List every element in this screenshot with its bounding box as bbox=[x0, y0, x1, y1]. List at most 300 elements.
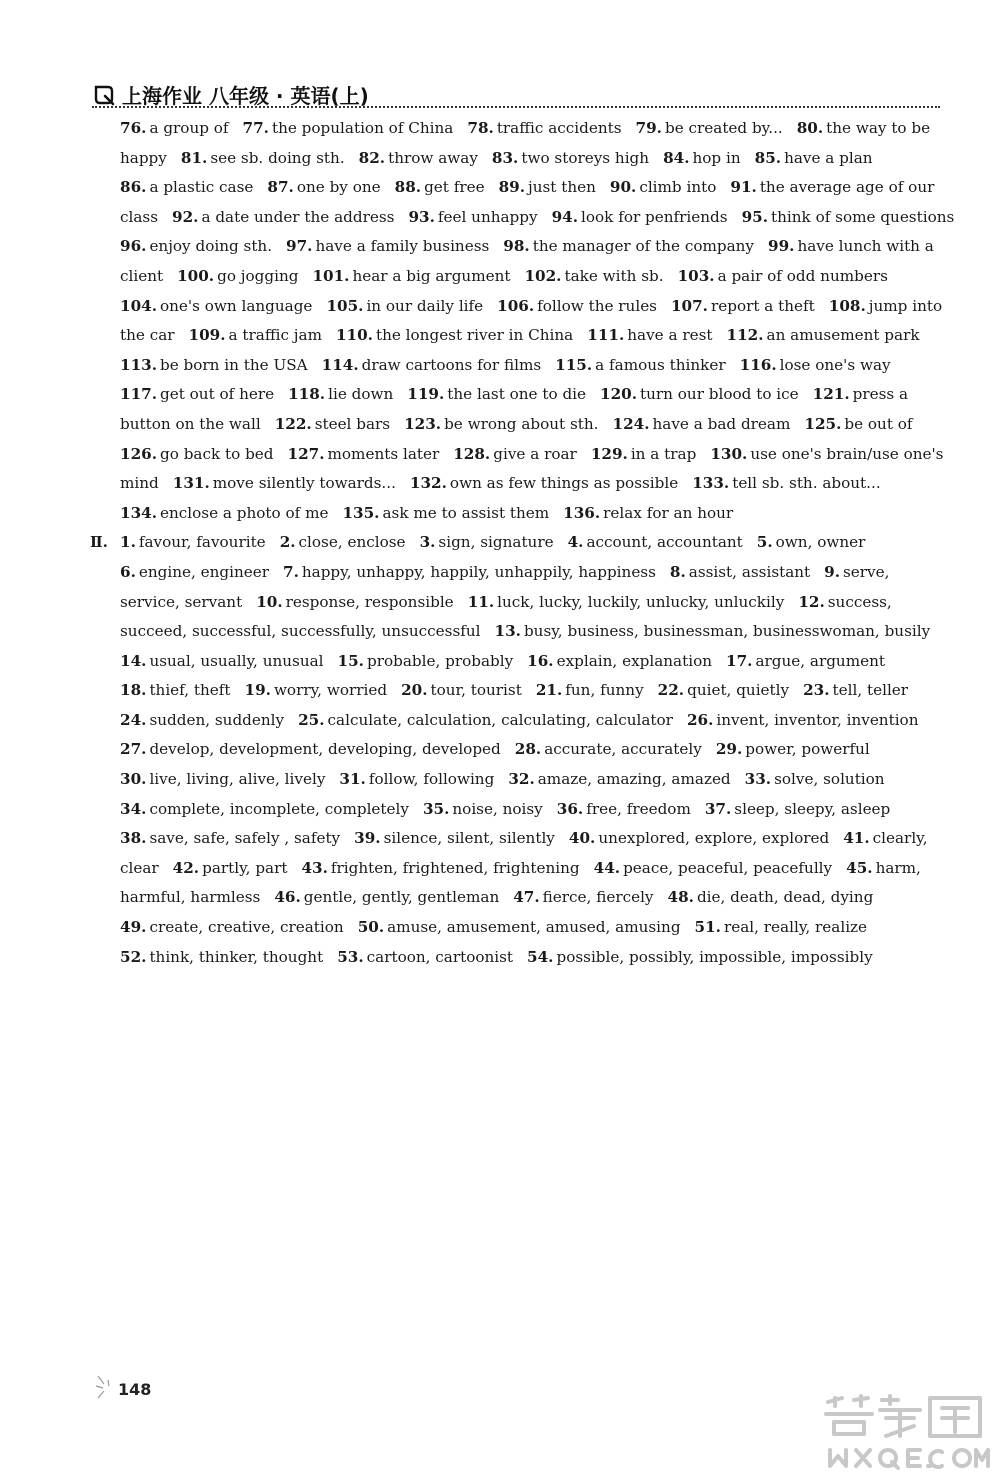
answer-line bbox=[120, 380, 938, 410]
answer-item bbox=[120, 445, 274, 463]
answer-number: 101. bbox=[312, 266, 350, 285]
answer-item bbox=[613, 415, 791, 433]
answer-number: 109. bbox=[188, 326, 226, 345]
answer-item bbox=[298, 711, 673, 729]
answer-item bbox=[636, 119, 783, 137]
answer-item bbox=[569, 829, 829, 847]
answer-text: harm, bbox=[875, 858, 921, 877]
answer-number: 24. bbox=[120, 710, 147, 729]
answer-item bbox=[286, 237, 489, 255]
answer-text: harmful, harmless bbox=[120, 888, 261, 907]
answer-line bbox=[120, 824, 938, 854]
answer-number: 112. bbox=[726, 326, 764, 345]
answer-item bbox=[716, 740, 870, 758]
answer-number: 87. bbox=[267, 178, 294, 197]
answer-item bbox=[492, 149, 649, 167]
answer-number: 84. bbox=[663, 148, 690, 167]
answer-number: 32. bbox=[508, 770, 535, 789]
answer-item bbox=[336, 326, 573, 344]
answer-number: 5. bbox=[756, 533, 773, 552]
answer-text: usual, usually, unusual bbox=[149, 651, 324, 670]
answer-number: 96. bbox=[120, 237, 147, 256]
answer-item bbox=[843, 829, 927, 847]
section-2-label: Ⅱ. bbox=[90, 533, 108, 552]
answer-text: succeed, successful, successfully, unsuccessful bbox=[120, 622, 481, 641]
answer-text: be wrong about sth. bbox=[444, 414, 599, 433]
answer-number: 54. bbox=[527, 947, 554, 966]
answer-text: a plastic case bbox=[149, 178, 254, 197]
answer-number: 83. bbox=[491, 148, 519, 167]
answer-number: 85. bbox=[754, 148, 782, 167]
answer-item bbox=[527, 652, 712, 670]
answer-text: partly, part bbox=[202, 858, 288, 877]
answer-text: assist, assistant bbox=[688, 562, 811, 581]
answer-text: engine, engineer bbox=[138, 562, 269, 581]
answer-number: 99. bbox=[768, 237, 795, 256]
answer-text: silence, silent, silently bbox=[383, 829, 555, 848]
answer-item bbox=[120, 208, 158, 226]
answer-item bbox=[745, 770, 885, 788]
answer-number: 92. bbox=[172, 207, 199, 226]
answer-text: own as few things as possible bbox=[449, 474, 679, 493]
answer-line bbox=[120, 292, 943, 322]
answer-item bbox=[354, 829, 555, 847]
answer-item bbox=[274, 888, 499, 906]
answer-text: clear bbox=[120, 858, 159, 877]
answer-number: 116. bbox=[739, 355, 777, 374]
answer-item bbox=[120, 415, 261, 433]
answer-number: 115. bbox=[555, 355, 593, 374]
answer-number: 132. bbox=[409, 474, 447, 493]
answer-number: 91. bbox=[730, 178, 757, 197]
answer-line bbox=[120, 321, 938, 351]
answer-number: 2. bbox=[279, 533, 296, 552]
answer-text: have lunch with a bbox=[797, 237, 934, 256]
answer-item bbox=[359, 149, 478, 167]
answer-text: sign, signature bbox=[438, 533, 554, 552]
answer-item bbox=[515, 740, 702, 758]
answer-line bbox=[120, 676, 938, 706]
answer-number: 118. bbox=[288, 385, 326, 404]
answer-text: two storeys high bbox=[521, 148, 650, 167]
answer-text: create, creative, creation bbox=[149, 918, 344, 937]
answer-line bbox=[120, 173, 938, 203]
answer-item bbox=[563, 504, 733, 522]
answer-number: 78. bbox=[467, 119, 494, 137]
answer-item bbox=[181, 149, 345, 167]
answer-text: hear a big argument bbox=[352, 266, 511, 285]
answer-number: 37. bbox=[704, 799, 732, 818]
answer-text: traffic accidents bbox=[496, 119, 622, 137]
answer-text: relax for an hour bbox=[603, 503, 734, 522]
answer-text: service, servant bbox=[120, 592, 243, 611]
answer-number: 97. bbox=[286, 237, 313, 256]
answer-text: the population of China bbox=[271, 119, 454, 137]
answer-text: clearly, bbox=[872, 829, 928, 848]
answer-text: go jogging bbox=[217, 266, 299, 285]
answer-number: 20. bbox=[401, 681, 428, 700]
answer-item bbox=[846, 859, 921, 877]
answer-number: 133. bbox=[692, 474, 730, 493]
answer-number: 15. bbox=[337, 651, 364, 670]
answer-text: button on the wall bbox=[120, 414, 261, 433]
answer-text: favour, favourite bbox=[138, 533, 266, 552]
answer-number: 130. bbox=[710, 444, 748, 463]
answer-number: 27. bbox=[120, 740, 147, 759]
answer-number: 81. bbox=[180, 148, 208, 167]
answer-item bbox=[120, 149, 167, 167]
answer-number: 131. bbox=[172, 474, 210, 493]
answer-text: go back to bed bbox=[160, 444, 274, 463]
answer-number: 51. bbox=[694, 918, 721, 937]
answer-number: 47. bbox=[513, 888, 540, 907]
watermark-logo bbox=[820, 1392, 990, 1472]
answer-text: happy bbox=[120, 148, 167, 167]
answer-item bbox=[727, 326, 920, 344]
answer-item bbox=[283, 563, 656, 581]
answer-line bbox=[120, 232, 938, 262]
answer-item bbox=[120, 297, 312, 315]
answer-item bbox=[120, 178, 253, 196]
answer-item bbox=[120, 267, 163, 285]
answer-number: 113. bbox=[120, 355, 157, 374]
answer-text: amaze, amazing, amazed bbox=[537, 770, 731, 789]
answer-number: 50. bbox=[357, 918, 385, 937]
answer-text: in a trap bbox=[630, 444, 697, 463]
answer-item bbox=[804, 415, 912, 433]
answer-text: follow, following bbox=[368, 770, 495, 789]
answer-item bbox=[120, 859, 159, 877]
answer-line bbox=[120, 706, 938, 736]
answer-number: 111. bbox=[587, 326, 625, 345]
answer-item bbox=[404, 415, 598, 433]
answer-line bbox=[120, 883, 938, 913]
answer-item bbox=[267, 178, 380, 196]
answer-number: 117. bbox=[120, 385, 157, 404]
answer-item bbox=[803, 681, 908, 699]
answer-item bbox=[813, 385, 908, 403]
answer-item bbox=[730, 178, 934, 196]
answer-item bbox=[524, 267, 663, 285]
answer-text: the average age of our bbox=[759, 178, 935, 197]
answer-text: get out of here bbox=[160, 385, 275, 404]
answer-item bbox=[120, 770, 325, 788]
answer-item bbox=[410, 474, 678, 492]
answer-number: 114. bbox=[321, 355, 359, 374]
answer-number: 89. bbox=[498, 178, 525, 197]
answer-number: 9. bbox=[824, 562, 841, 581]
answer-item bbox=[338, 652, 514, 670]
answer-number: 88. bbox=[394, 178, 422, 197]
answer-number: 102. bbox=[524, 266, 562, 285]
answer-item bbox=[312, 267, 510, 285]
page-corner-decoration-icon bbox=[94, 1372, 118, 1402]
answer-number: 40. bbox=[568, 829, 596, 848]
answer-text: possible, possibly, impossible, impossibly bbox=[556, 947, 873, 966]
answer-item bbox=[710, 445, 943, 463]
answer-text: the way to be bbox=[826, 119, 931, 137]
answer-number: 23. bbox=[803, 681, 830, 700]
answer-text: climb into bbox=[639, 178, 717, 197]
answer-item bbox=[740, 356, 891, 374]
answer-text: enclose a photo of me bbox=[160, 503, 329, 522]
answer-number: 22. bbox=[657, 681, 685, 700]
answer-item bbox=[120, 622, 481, 640]
answer-text: use one's brain/use one's bbox=[750, 444, 944, 463]
answer-number: 135. bbox=[342, 503, 380, 522]
answer-item bbox=[395, 178, 485, 196]
answer-item bbox=[687, 711, 919, 729]
answer-item bbox=[189, 326, 322, 344]
answer-item bbox=[755, 149, 873, 167]
answer-text: live, living, alive, lively bbox=[149, 770, 326, 789]
answer-item bbox=[120, 948, 323, 966]
answer-text: a famous thinker bbox=[595, 355, 726, 374]
answer-text: close, enclose bbox=[298, 533, 406, 552]
answer-text: fun, funny bbox=[565, 681, 644, 700]
answer-number: 98. bbox=[503, 237, 530, 256]
answer-item bbox=[658, 681, 789, 699]
answer-number: 52. bbox=[120, 947, 147, 966]
answer-number: 25. bbox=[298, 710, 325, 729]
answer-text: free, freedom bbox=[586, 799, 691, 818]
answer-number: 106. bbox=[497, 296, 535, 315]
answer-item bbox=[552, 208, 728, 226]
answer-number: 82. bbox=[358, 148, 386, 167]
answer-number: 30. bbox=[120, 770, 147, 789]
answer-number: 76. bbox=[120, 119, 147, 137]
answer-text: power, powerful bbox=[745, 740, 870, 759]
answer-text: happy, unhappy, happily, unhappily, happiness bbox=[301, 562, 656, 581]
answer-item bbox=[587, 326, 712, 344]
answer-text: the manager of the company bbox=[532, 237, 755, 256]
answer-item bbox=[513, 888, 653, 906]
answer-text: lie down bbox=[328, 385, 394, 404]
answer-item bbox=[120, 356, 308, 374]
answer-line bbox=[120, 913, 938, 943]
answer-number: 21. bbox=[535, 681, 563, 700]
answer-number: 1. bbox=[120, 533, 136, 552]
answer-text: press a bbox=[852, 385, 909, 404]
answer-number: 12. bbox=[798, 592, 825, 611]
answer-item bbox=[342, 504, 549, 522]
header-dotted-rule bbox=[92, 106, 940, 108]
answer-line bbox=[120, 410, 938, 440]
answer-text: follow the rules bbox=[537, 296, 657, 315]
answer-number: 95. bbox=[741, 207, 769, 226]
answer-item bbox=[527, 948, 873, 966]
answer-number: 14. bbox=[120, 651, 147, 670]
answer-line bbox=[120, 203, 955, 233]
answer-text: have a rest bbox=[627, 326, 713, 345]
answer-item bbox=[499, 178, 596, 196]
answer-text: tell, teller bbox=[832, 681, 909, 700]
answer-line bbox=[120, 765, 938, 795]
answer-number: 86. bbox=[120, 178, 147, 197]
answer-text: noise, noisy bbox=[452, 799, 543, 818]
answer-text: cartoon, cartoonist bbox=[366, 947, 514, 966]
answer-text: thief, theft bbox=[149, 681, 231, 700]
answer-number: 33. bbox=[744, 770, 772, 789]
answer-line bbox=[120, 440, 944, 470]
answer-item bbox=[692, 474, 880, 492]
answer-item bbox=[726, 652, 885, 670]
section-2-answers bbox=[90, 528, 938, 972]
answer-text: argue, argument bbox=[755, 651, 885, 670]
answer-number: 104. bbox=[120, 296, 157, 315]
answer-item bbox=[453, 445, 577, 463]
answer-number: 125. bbox=[804, 414, 842, 433]
answer-item bbox=[120, 504, 328, 522]
answer-text: a date under the address bbox=[201, 207, 395, 226]
answer-number: 107. bbox=[670, 296, 708, 315]
answer-item bbox=[120, 326, 175, 344]
answer-text: the car bbox=[120, 326, 175, 345]
answer-text: a group of bbox=[149, 119, 229, 137]
answer-content bbox=[90, 114, 955, 972]
answer-item bbox=[600, 385, 799, 403]
answer-text: be born in the USA bbox=[160, 355, 308, 374]
answer-item bbox=[275, 415, 390, 433]
answer-text: save, safe, safely , safety bbox=[149, 829, 341, 848]
answer-number: 4. bbox=[567, 533, 584, 552]
answer-line bbox=[120, 528, 938, 558]
magnifier-logo-icon bbox=[92, 83, 116, 107]
answer-number: 129. bbox=[590, 444, 628, 463]
answer-text: luck, lucky, luckily, unlucky, unluckily bbox=[497, 592, 785, 611]
answer-item bbox=[120, 237, 272, 255]
answer-number: 31. bbox=[339, 770, 366, 789]
answer-text: peace, peaceful, peacefully bbox=[623, 858, 833, 877]
answer-text: be created by... bbox=[664, 119, 783, 137]
answer-number: 79. bbox=[635, 119, 662, 137]
answer-text: think of some questions bbox=[771, 207, 955, 226]
answer-item bbox=[408, 208, 537, 226]
answer-item bbox=[768, 237, 934, 255]
answer-text: success, bbox=[827, 592, 892, 611]
answer-text: one's own language bbox=[160, 296, 313, 315]
answer-number: 19. bbox=[244, 681, 271, 700]
answer-number: 8. bbox=[669, 562, 686, 581]
answer-item bbox=[256, 593, 453, 611]
answer-text: fierce, fiercely bbox=[542, 888, 654, 907]
answer-text: move silently towards... bbox=[212, 474, 396, 493]
answer-number: 122. bbox=[274, 414, 312, 433]
answer-text: a traffic jam bbox=[228, 326, 322, 345]
answer-text: feel unhappy bbox=[437, 207, 538, 226]
answer-number: 120. bbox=[600, 385, 638, 404]
answer-number: 121. bbox=[812, 385, 850, 404]
answer-text: explain, explanation bbox=[556, 651, 712, 670]
answer-text: the last one to die bbox=[447, 385, 587, 404]
answer-item bbox=[288, 385, 393, 403]
answer-text: invent, inventor, invention bbox=[716, 710, 919, 729]
answer-text: a pair of odd numbers bbox=[717, 266, 888, 285]
answer-item bbox=[663, 149, 741, 167]
answer-number: 119. bbox=[407, 385, 445, 404]
answer-number: 90. bbox=[609, 178, 637, 197]
answer-item bbox=[401, 681, 522, 699]
answer-item bbox=[497, 297, 657, 315]
answer-item bbox=[172, 208, 394, 226]
answer-number: 34. bbox=[120, 799, 147, 818]
answer-text: unexplored, explore, explored bbox=[598, 829, 830, 848]
answer-number: 43. bbox=[301, 858, 328, 877]
answer-text: amuse, amusement, amused, amusing bbox=[387, 918, 681, 937]
answer-text: have a family business bbox=[315, 237, 490, 256]
answer-number: 11. bbox=[467, 592, 495, 611]
answer-number: 39. bbox=[354, 829, 381, 848]
answer-number: 124. bbox=[612, 414, 650, 433]
answer-line bbox=[120, 499, 938, 529]
answer-text: tell sb. sth. about... bbox=[732, 474, 881, 493]
answer-item bbox=[120, 740, 501, 758]
answer-text: draw cartoons for films bbox=[361, 355, 542, 374]
answer-text: complete, incomplete, completely bbox=[149, 799, 409, 818]
answer-text: class bbox=[120, 207, 159, 226]
answer-item bbox=[678, 267, 888, 285]
answer-number: 123. bbox=[404, 414, 442, 433]
answer-line bbox=[120, 795, 938, 825]
answer-line bbox=[120, 943, 938, 973]
answer-number: 105. bbox=[326, 296, 364, 315]
answer-text: tour, tourist bbox=[430, 681, 522, 700]
answer-text: sudden, suddenly bbox=[149, 710, 285, 729]
answer-number: 18. bbox=[120, 681, 147, 700]
answer-item bbox=[742, 208, 955, 226]
answer-item bbox=[671, 297, 815, 315]
answer-text: gentle, gently, gentleman bbox=[303, 888, 500, 907]
answer-item bbox=[120, 533, 266, 551]
answer-item bbox=[468, 593, 785, 611]
answer-text: busy, business, businessman, businesswoman, busily bbox=[523, 622, 931, 641]
answer-number: 44. bbox=[593, 858, 621, 877]
answer-number: 93. bbox=[408, 207, 435, 226]
answer-text: moments later bbox=[327, 444, 440, 463]
page-number: 148 bbox=[118, 1380, 152, 1399]
answer-text: give a roar bbox=[493, 444, 577, 463]
section-1-answers bbox=[120, 114, 955, 528]
page-header bbox=[92, 80, 369, 109]
answer-item bbox=[243, 119, 454, 137]
answer-item bbox=[508, 770, 730, 788]
answer-number: 7. bbox=[283, 562, 299, 581]
answer-number: 136. bbox=[563, 503, 601, 522]
answer-number: 110. bbox=[335, 326, 373, 345]
answer-text: die, death, dead, dying bbox=[696, 888, 874, 907]
answer-item bbox=[670, 563, 810, 581]
answer-item bbox=[829, 297, 942, 315]
answer-item bbox=[177, 267, 298, 285]
answer-item bbox=[173, 474, 396, 492]
answer-number: 128. bbox=[453, 444, 491, 463]
answer-item bbox=[568, 533, 743, 551]
answer-text: own, owner bbox=[775, 533, 866, 552]
answer-text: think, thinker, thought bbox=[149, 947, 324, 966]
answer-item bbox=[705, 800, 890, 818]
answer-line bbox=[120, 262, 938, 292]
answer-item bbox=[173, 859, 288, 877]
answer-text: ask me to assist them bbox=[382, 503, 550, 522]
answer-line bbox=[120, 588, 938, 618]
answer-item bbox=[120, 474, 159, 492]
answer-text: get free bbox=[424, 178, 485, 197]
answer-line bbox=[120, 144, 938, 174]
answer-item bbox=[301, 859, 579, 877]
answer-text: one by one bbox=[296, 178, 381, 197]
answer-number: 45. bbox=[846, 858, 873, 877]
answer-item bbox=[797, 119, 930, 137]
